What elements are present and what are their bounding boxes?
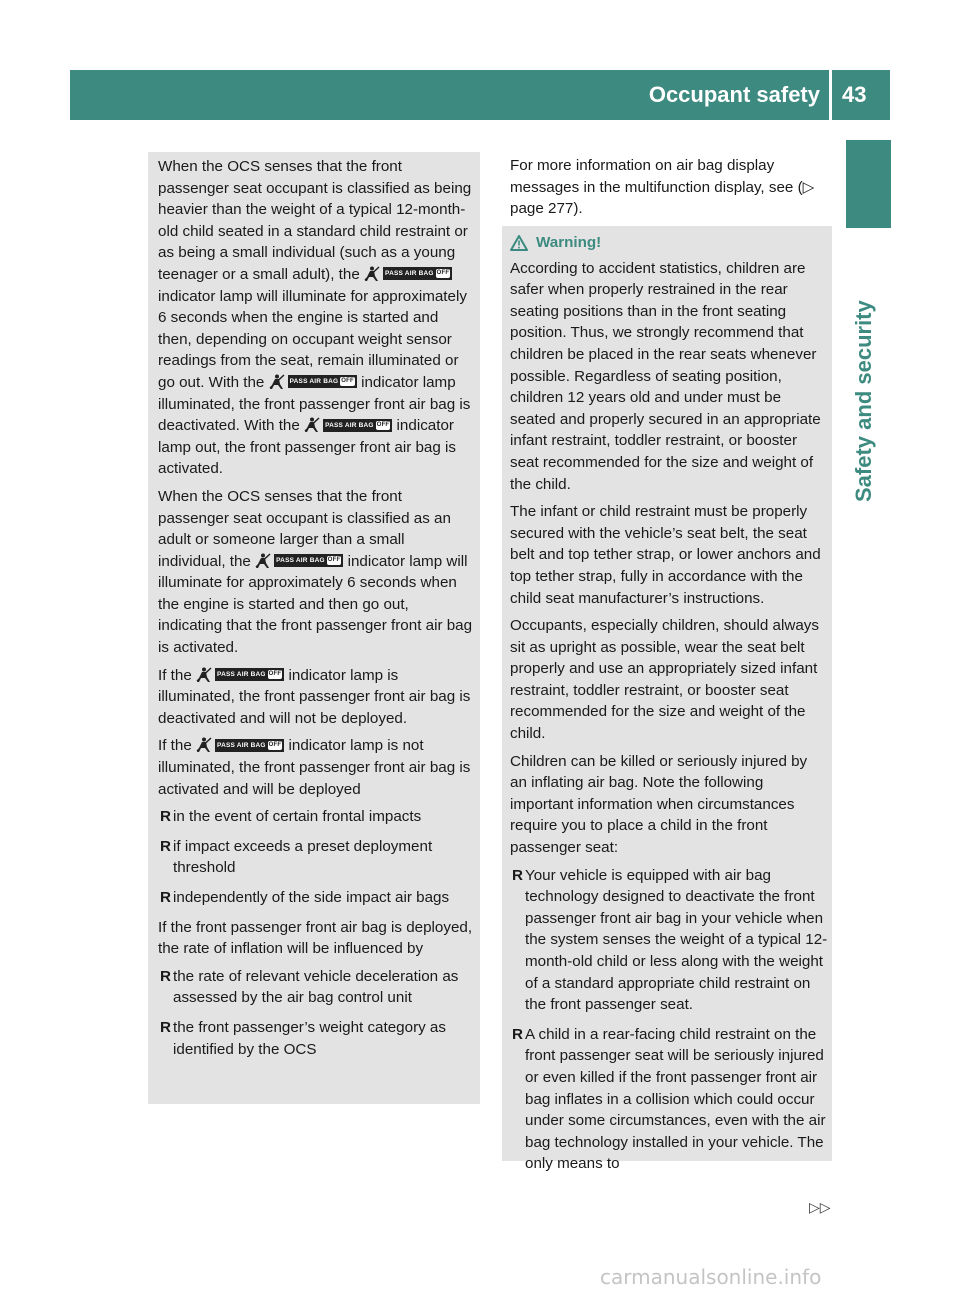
- list-item-text: in the event of certain frontal impacts: [173, 808, 422, 826]
- paragraph: [158, 486, 476, 659]
- list-item-text: Your vehicle is equipped with air bag technology designed to deactivate the front passenger front air bag in your vehicle when the system senses the weight of a typical 12-month-old child or less along with the weight of a standard appropriate child restraint on the front passenger seat.: [525, 866, 828, 1014]
- watermark: carmanualsonline.info: [600, 1265, 822, 1289]
- seat-occupant-icon: [196, 737, 212, 753]
- pass-air-bag-off-badge: [288, 375, 357, 388]
- bullet-list: [158, 806, 476, 908]
- text: indicator lamp out, the front passenger front air bag is activated.: [158, 417, 457, 478]
- paragraph: If the front passenger front air bag is deployed, the rate of inflation will be influenced by: [158, 918, 473, 958]
- list-item-text: independently of the side impact air bags: [173, 889, 450, 906]
- right-intro: [510, 155, 830, 226]
- paragraph: Children can be killed or seriously injured by an inflating air bag. Note the following important information when circumstances require you to place a child in the front passenger seat:: [510, 752, 808, 857]
- continued-arrow-icon: ▷▷: [809, 1199, 831, 1215]
- paragraph: [158, 735, 476, 800]
- list-item-text: the rate of relevant vehicle deceleration as assessed by the air bag control unit: [173, 967, 459, 1007]
- paragraph: According to accident statistics, children are safer when properly restrained in the rear seating positions than in the front seating position. Thus, we strongly recommend that children be placed in the rear seats whenever possible. Regardless of seating position, children 12 years old and under must be seated and properly secured in an appropriate infant restraint, toddler restraint, or booster seat recommended for the size and weight of the child.: [510, 259, 821, 493]
- badge-off: OFF: [436, 270, 450, 277]
- bullet-mark: R: [160, 837, 171, 855]
- seat-occupant-icon: [269, 374, 285, 390]
- paragraph: The infant or child restraint must be properly secured with the vehicle’s seat belt, the seat belt and top tether strap, or lower anchors and top tether strap, fully in accordance with the child seat manufacturer’s instructions.: [510, 503, 821, 607]
- intro-paragraph: For more information on air bag display messages in the multifunction display, see (▷ page 277).: [510, 157, 815, 218]
- air-bag-off-indicator-lamp: [196, 667, 284, 683]
- text: indicator lamp illuminated, the front passenger front air bag is deactivated. With the: [158, 373, 471, 435]
- badge-off: OFF: [341, 378, 354, 385]
- list-item-text: if impact exceeds a preset deployment threshold: [173, 837, 433, 877]
- paragraph: [158, 665, 476, 730]
- badge-text: PASS AIR BAG: [217, 741, 266, 749]
- side-tab-label: Safety and security: [851, 300, 876, 502]
- badge-off: OFF: [327, 557, 341, 564]
- bullet-mark: R: [160, 889, 171, 906]
- warning-heading: [510, 232, 828, 254]
- air-bag-off-indicator-lamp: [364, 266, 452, 282]
- left-column: [158, 156, 476, 1068]
- paragraph: [158, 156, 476, 480]
- list-item: [158, 1017, 476, 1060]
- bullet-mark: R: [512, 866, 523, 884]
- warning-title: Warning!: [536, 234, 602, 251]
- warning-content: [510, 232, 828, 1183]
- badge-text: PASS AIR BAG: [385, 270, 434, 278]
- bullet-mark: R: [160, 967, 171, 985]
- badge-text: PASS AIR BAG: [217, 671, 266, 679]
- badge-off: OFF: [268, 741, 282, 748]
- badge-text: PASS AIR BAG: [276, 557, 325, 565]
- paragraph: Occupants, especially children, should always sit as upright as possible, wear the seat belt properly and use an appropriately sized infant restraint, toddler restraint, or booster seat recommended for the size and weight of the child.: [510, 617, 819, 743]
- air-bag-off-indicator-lamp: [255, 553, 343, 569]
- list-item: [158, 887, 476, 909]
- badge-off: OFF: [268, 671, 282, 678]
- badge-text: PASS AIR BAG: [325, 421, 374, 429]
- seat-occupant-icon: [364, 266, 380, 282]
- pass-air-bag-off-badge: [215, 668, 284, 681]
- header-separator: [829, 70, 832, 120]
- seat-occupant-icon: [196, 667, 212, 683]
- list-item: [158, 836, 476, 879]
- list-item: [510, 865, 828, 1016]
- side-tab-block: [846, 140, 891, 228]
- bullet-list: [158, 966, 476, 1060]
- pass-air-bag-off-badge: [215, 739, 284, 752]
- list-item-text: the front passenger’s weight category as identified by the OCS: [173, 1018, 446, 1058]
- seat-occupant-icon: [255, 553, 271, 569]
- pass-air-bag-off-badge: [323, 419, 392, 432]
- text: If the: [158, 737, 192, 755]
- seat-occupant-icon: [304, 417, 320, 433]
- bullet-mark: R: [160, 808, 171, 826]
- text: indicator lamp will illuminate for approximately 6 seconds when the engine is started and then go out, indicating that the front passenger front air bag is activated.: [158, 552, 473, 657]
- text: indicator lamp is illuminated, the front passenger front air bag is deactivated and will not be deployed.: [158, 666, 471, 727]
- text: If the: [158, 666, 192, 684]
- badge-text: PASS AIR BAG: [289, 378, 339, 386]
- list-item: [510, 1024, 828, 1175]
- page-number: 43: [842, 82, 867, 107]
- bullet-mark: R: [160, 1018, 171, 1036]
- warning-triangle-icon: [510, 235, 528, 251]
- air-bag-off-indicator-lamp: [304, 417, 392, 433]
- air-bag-off-indicator-lamp: [269, 374, 357, 390]
- list-item: [158, 806, 476, 828]
- text: When the OCS senses that the front passenger seat occupant is classified as an adult or someone larger than a small individual, the: [158, 487, 451, 570]
- pass-air-bag-off-badge: [383, 267, 452, 280]
- pass-air-bag-off-badge: [274, 554, 343, 567]
- list-item-text: A child in a rear-facing child restraint on the front passenger seat will be seriously injured or even killed if the front passenger front air bag inflates in a collision which could occur under some circumstances, even with the air bag technology installed in your vehicle. The only means to: [525, 1025, 826, 1173]
- text: indicator lamp is not illuminated, the front passenger front air bag is activated and will be deployed: [158, 737, 471, 798]
- text: When the OCS senses that the front passenger seat occupant is classified as being heavier than the weight of a typical 12-month-old child seated in a standard child restraint or as being a small individual (such as a young teenager or a small adult), the: [158, 158, 472, 283]
- air-bag-off-indicator-lamp: [196, 737, 284, 753]
- badge-off: OFF: [376, 421, 390, 428]
- text: indicator lamp will illuminate for approximately 6 seconds when the engine is started and then, depending on occupant weight sensor readings from the seat, remain illuminated or go out. With the: [158, 287, 467, 391]
- bullet-mark: R: [512, 1025, 523, 1043]
- list-item: [158, 966, 476, 1009]
- bullet-list: [510, 865, 828, 1175]
- section-title: Occupant safety: [648, 82, 820, 107]
